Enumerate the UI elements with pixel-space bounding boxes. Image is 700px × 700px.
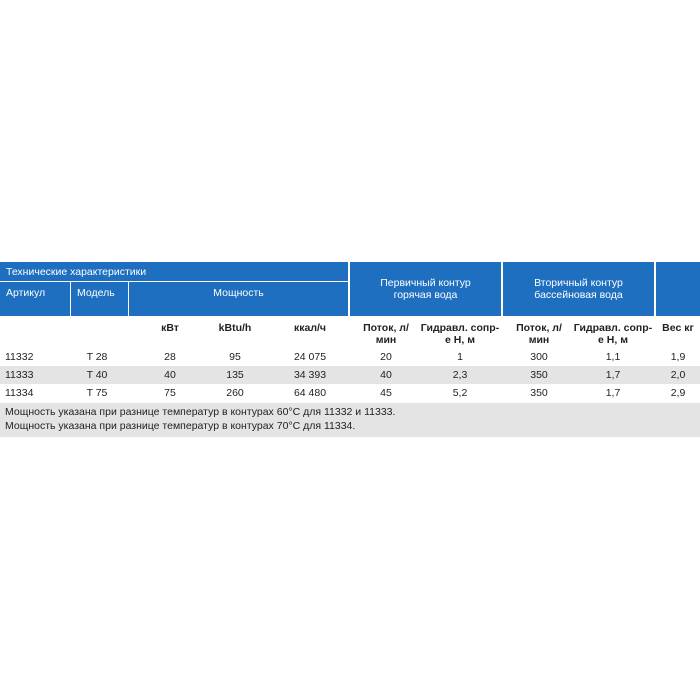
subheader-kw: кВт	[161, 322, 179, 334]
subheader-kbtu: kBtu/h	[218, 322, 252, 334]
cell-secondary-flow: 350	[530, 369, 548, 381]
cell-kw: 40	[164, 369, 176, 381]
subheader-weight: Вес кг	[662, 322, 694, 334]
cell-secondary-resistance: 1,1	[605, 351, 621, 363]
header-article-label: Артикул	[6, 287, 46, 299]
cell-kcal: 24 075	[293, 351, 327, 363]
cell-primary-resistance: 1	[457, 351, 463, 363]
footnote-1: Мощность указана при разнице температур в контурах 60°C для 11332 и 11333.	[5, 406, 396, 418]
header-power	[129, 282, 348, 316]
subheader-secondary-resistance: Гидравл. сопр-е H, м	[573, 322, 653, 347]
subheader-kcal: ккал/ч	[293, 322, 327, 334]
cell-article: 11332	[5, 351, 34, 363]
header-secondary-circuit-label: Вторичный контур бассейновая вода	[534, 276, 623, 301]
cell-secondary-flow: 350	[530, 387, 548, 399]
table-title	[0, 262, 348, 281]
header-model	[71, 282, 128, 316]
cell-model: T 40	[86, 369, 108, 381]
table-row	[0, 366, 700, 384]
cell-primary-flow: 20	[380, 351, 392, 363]
footnote-2: Мощность указана при разнице температур в контурах 70°C для 11334.	[5, 420, 356, 432]
cell-kbtu: 135	[226, 369, 244, 381]
header-weight-block	[656, 262, 700, 316]
header-primary-circuit-label: Первичный контур горячая вода	[380, 276, 471, 301]
cell-model: T 75	[86, 387, 108, 399]
cell-primary-resistance: 2,3	[452, 369, 468, 381]
header-primary-circuit	[350, 262, 501, 316]
header-model-label: Модель	[77, 287, 115, 299]
cell-article: 11334	[5, 387, 34, 399]
table-row	[0, 348, 700, 366]
subheader-primary-resistance: Гидравл. сопр-е H, м	[420, 322, 500, 347]
table-title-text: Технические характеристики	[6, 265, 147, 278]
cell-secondary-resistance: 1,7	[605, 369, 621, 381]
cell-kcal: 64 480	[293, 387, 327, 399]
header-article	[0, 282, 70, 316]
cell-kbtu: 95	[229, 351, 241, 363]
subheader-primary-flow: Поток, л/мин	[363, 322, 409, 347]
cell-secondary-resistance: 1,7	[605, 387, 621, 399]
cell-kw: 75	[164, 387, 176, 399]
cell-primary-flow: 40	[380, 369, 392, 381]
subheader-secondary-flow: Поток, л/мин	[516, 322, 562, 347]
cell-kw: 28	[164, 351, 176, 363]
cell-model: T 28	[86, 351, 108, 363]
header-secondary-circuit	[503, 262, 654, 316]
cell-article: 11333	[5, 369, 34, 381]
cell-kcal: 34 393	[293, 369, 327, 381]
cell-primary-resistance: 5,2	[452, 387, 468, 399]
cell-weight: 1,9	[670, 351, 686, 363]
table-row	[0, 384, 700, 402]
header-power-label: Мощность	[213, 287, 264, 299]
cell-primary-flow: 45	[380, 387, 392, 399]
cell-weight: 2,9	[670, 387, 686, 399]
cell-secondary-flow: 300	[530, 351, 548, 363]
cell-kbtu: 260	[226, 387, 244, 399]
cell-weight: 2,0	[670, 369, 686, 381]
